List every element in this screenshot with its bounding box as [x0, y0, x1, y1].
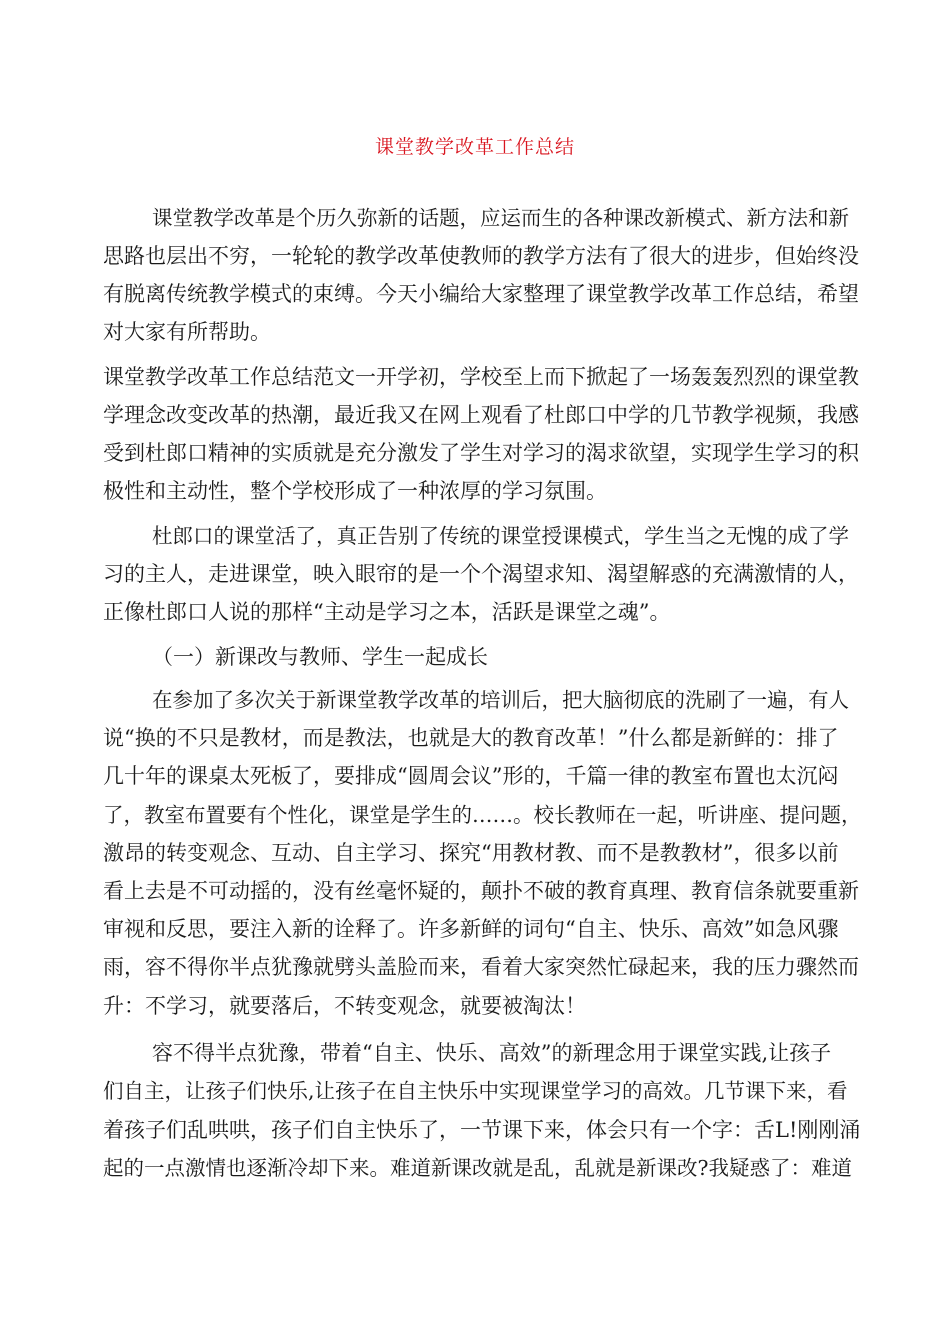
paragraph-line: 几十年的课桌太死板了，要排成“圆周会议”形的，千篇一律的教室布置也太沉闷: [103, 764, 839, 788]
paragraph-line: 课堂教学改革工作总结范文一开学初，学校至上而下掀起了一场轰轰烈烈的课堂教: [103, 365, 859, 389]
paragraph-line: 受到杜郎口精神的实质就是充分激发了学生对学习的渴求欲望，实现学生学习的积: [103, 441, 859, 465]
paragraph-line: 激昂的转变观念、互动、自主学习、探究“用教材教、而不是教教材”，很多以前: [103, 841, 839, 865]
paragraph-line: 极性和主动性，整个学校形成了一种浓厚的学习氛围。: [103, 479, 607, 503]
paragraph-line: 看上去是不可动摇的，没有丝毫怀疑的，颠扑不破的教育真理、教育信条就要重新: [103, 879, 859, 903]
paragraph-line: 起的一点激情也逐渐冷却下来。难道新课改就是乱，乱就是新课改?我疑惑了：难道: [103, 1156, 852, 1180]
paragraph-line: 正像杜郎口人说的那样“主动是学习之本，活跃是课堂之魂”。: [103, 600, 671, 624]
section-heading: （一）新课改与教师、学生一起成长: [152, 645, 488, 669]
paragraph-line: 着孩子们乱哄哄，孩子们自主快乐了，一节课下来，体会只有一个字：舌L!刚刚涌: [103, 1118, 861, 1142]
paragraph-line: 容不得半点犹豫，带着“自主、快乐、高效”的新理念用于课堂实践,让孩子: [152, 1041, 832, 1065]
paragraph-line: 审视和反思，要注入新的诠释了。许多新鲜的词句“自主、快乐、高效”如急风骤: [103, 917, 839, 941]
paragraph-line: 在参加了多次关于新课堂教学改革的培训后，把大脑彻底的洗刷了一遍，有人: [152, 688, 849, 712]
paragraph-line: 有脱离传统教学模式的束缚。今天小编给大家整理了课堂教学改革工作总结，希望: [103, 282, 859, 306]
paragraph-line: 课堂教学改革是个历久弥新的话题，应运而生的各种课改新模式、新方法和新: [152, 206, 849, 230]
document-title: 课堂教学改革工作总结: [374, 136, 575, 158]
paragraph-line: 雨，容不得你半点犹豫就劈头盖脸而来，看着大家突然忙碌起来，我的压力骤然而: [103, 955, 859, 979]
paragraph-line: 杜郎口的课堂活了，真正告别了传统的课堂授课模式，学生当之无愧的成了学: [152, 524, 849, 548]
paragraph-line: 升：不学习，就要落后，不转变观念，就要被淘汰！: [103, 994, 586, 1018]
paragraph-line: 学理念改变改革的热潮，最近我又在网上观看了杜郎口中学的几节教学视频，我感: [103, 403, 859, 427]
paragraph-line: 习的主人，走进课堂，映入眼帘的是一个个渴望求知、渴望解惑的充满激情的人，: [103, 562, 859, 586]
paragraph-line: 说“换的不只是教材，而是教法，也就是大的教育改革！”什么都是新鲜的：排了: [103, 726, 839, 750]
paragraph-line: 们自主，让孩子们快乐,让孩子在自主快乐中实现课堂学习的高效。几节课下来，看: [103, 1079, 848, 1103]
paragraph-line: 对大家有所帮助。: [103, 320, 271, 344]
paragraph-line: 了，教室布置要有个性化，课堂是学生的……。校长教师在一起，听讲座、提问题，: [103, 803, 862, 827]
paragraph-line: 思路也层出不穷，一轮轮的教学改革使教师的教学方法有了很大的进步，但始终没: [103, 244, 859, 268]
